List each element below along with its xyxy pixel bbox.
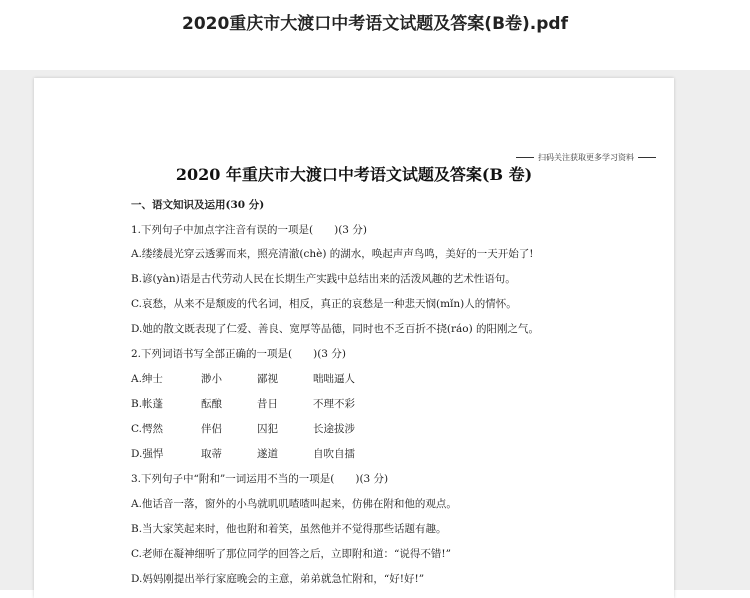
word-cell: B.帐蓬 <box>131 398 164 410</box>
word-cell: 遂道 <box>257 448 278 460</box>
document-title: 2020 年重庆市大渡口中考语文试题及答案(B 卷) <box>175 165 533 184</box>
question-1-stem: 1.下列句子中加点字注音有误的一项是( )(3 分) <box>131 224 367 236</box>
question-3-option-a: A.他话音一落，窗外的小鸟就叽叽喳喳叫起来，仿佛在附和他的观点。 <box>131 498 457 510</box>
viewer-titlebar <box>0 0 750 70</box>
question-1-option-d: D.她的散文既表现了仁爱、善良、宽厚等品德，同时也不乏百折不挠(ráo) 的阳刚之气。 <box>131 323 540 335</box>
word-cell: 囚犯 <box>257 423 278 435</box>
word-cell: 伴侣 <box>201 423 222 435</box>
word-cell: 长途拔涉 <box>313 423 355 435</box>
question-1-option-c: C.哀愁，从来不是颓废的代名词，相反，真正的哀愁是一种悲天悯(mǐn)人的情怀。 <box>131 298 517 310</box>
section-heading: 一、语文知识及运用(30 分) <box>131 199 265 211</box>
word-cell: 咄咄逼人 <box>313 373 355 385</box>
word-cell: A.绅士 <box>131 373 163 385</box>
word-cell: 渺小 <box>201 373 222 385</box>
watermark-dash-left <box>516 157 534 158</box>
word-cell: 昔日 <box>257 398 278 410</box>
word-cell: D.强悍 <box>131 448 164 460</box>
question-2-stem: 2.下列词语书写全部正确的一项是( )(3 分) <box>131 348 346 360</box>
question-1-option-a: A.缕缕晨光穿云透雾而来，照亮清澈(chè) 的湖水，唤起声声鸟鸣，美好的一天开始了! <box>131 248 534 260</box>
word-cell: 不理不彩 <box>313 398 355 410</box>
word-cell: 取蒂 <box>201 448 222 460</box>
pdf-page <box>34 78 674 598</box>
question-3-option-b: B.当大家笑起来时，他也附和着笑，虽然他并不觉得那些话题有趣。 <box>131 523 447 535</box>
word-cell: 鄙视 <box>257 373 278 385</box>
word-cell: 酝酿 <box>201 398 222 410</box>
file-title: 2020重庆市大渡口中考语文试题及答案(B卷).pdf <box>181 14 568 34</box>
word-cell: C.愕然 <box>131 423 163 435</box>
watermark-text: 扫码关注获取更多学习资料 <box>538 153 634 162</box>
word-cell: 自吹自擂 <box>313 448 355 460</box>
question-3-option-d: D.妈妈刚提出举行家庭晚会的主意，弟弟就急忙附和，“好!好!” <box>131 573 425 585</box>
watermark-dash-right <box>638 157 656 158</box>
question-1-option-b: B.谚(yàn)语是古代劳动人民在长期生产实践中总结出来的活泼风趣的艺术性语句。 <box>131 273 516 285</box>
question-3-option-c: C.老师在凝神细听了那位同学的回答之后，立即附和道：“说得不错!” <box>131 548 451 560</box>
question-3-stem: 3.下列句子中“附和”一词运用不当的一项是( )(3 分) <box>131 473 389 485</box>
